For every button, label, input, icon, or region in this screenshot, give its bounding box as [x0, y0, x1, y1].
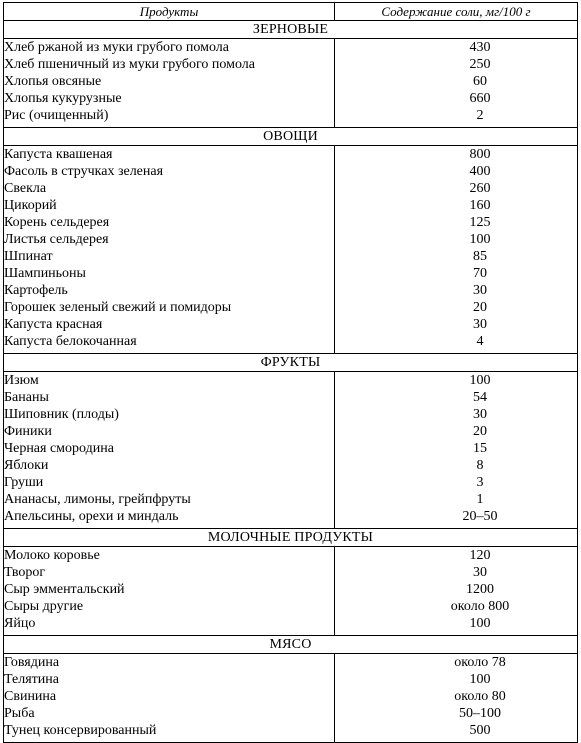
table-row [4, 654, 578, 672]
table-row [4, 491, 578, 508]
salt-value-cell [335, 722, 578, 743]
table-row [4, 671, 578, 688]
salt-value: 100 [469, 373, 491, 388]
table-row [4, 372, 578, 390]
salt-value-cell [335, 564, 578, 581]
product-name: Сыры другие [4, 598, 335, 615]
salt-value: 20–50 [462, 509, 498, 524]
salt-value: около 800 [450, 599, 510, 614]
table-body [4, 21, 578, 743]
product-name: Капуста квашеная [4, 146, 335, 164]
salt-value: 2 [476, 108, 484, 123]
salt-value: 30 [473, 283, 487, 298]
salt-value-cell [335, 457, 578, 474]
salt-value: 70 [473, 266, 487, 281]
category-title: ЗЕРНОВЫЕ [4, 21, 578, 39]
salt-value: 1 [476, 492, 484, 507]
category-row [4, 128, 578, 146]
salt-value: 8 [476, 458, 484, 473]
salt-value-cell [335, 316, 578, 333]
product-name: Яблоки [4, 457, 335, 474]
product-name: Хлеб пшеничный из муки грубого помола [4, 56, 335, 73]
salt-value: 85 [473, 249, 487, 264]
salt-value: 800 [469, 147, 491, 162]
table-row [4, 214, 578, 231]
product-name: Груши [4, 474, 335, 491]
product-name: Корень сельдерея [4, 214, 335, 231]
table-row [4, 705, 578, 722]
salt-value: 30 [473, 317, 487, 332]
table-row [4, 457, 578, 474]
product-name: Шиповник (плоды) [4, 406, 335, 423]
product-name: Молоко коровье [4, 547, 335, 565]
table-row [4, 564, 578, 581]
product-name: Картофель [4, 282, 335, 299]
salt-value-cell [335, 107, 578, 128]
table-row [4, 197, 578, 214]
table-row [4, 333, 578, 354]
table-row [4, 688, 578, 705]
product-name: Рис (очищенный) [4, 107, 335, 128]
salt-value: 20 [473, 424, 487, 439]
product-name: Хлопья овсяные [4, 73, 335, 90]
product-name: Фасоль в стручках зеленая [4, 163, 335, 180]
salt-value: 120 [469, 548, 491, 563]
salt-value-cell [335, 491, 578, 508]
table-row [4, 265, 578, 282]
product-name: Цикорий [4, 197, 335, 214]
salt-value: 260 [469, 181, 491, 196]
table-row [4, 248, 578, 265]
table-row [4, 90, 578, 107]
table-row [4, 316, 578, 333]
product-name: Шпинат [4, 248, 335, 265]
table-row [4, 389, 578, 406]
salt-value-cell [335, 598, 578, 615]
salt-value: 100 [469, 232, 491, 247]
category-row [4, 354, 578, 372]
product-name: Капуста белокочанная [4, 333, 335, 354]
salt-value-cell [335, 163, 578, 180]
header-products: Продукты [4, 3, 335, 21]
table-row [4, 547, 578, 565]
product-name: Творог [4, 564, 335, 581]
product-name: Финики [4, 423, 335, 440]
salt-value-cell [335, 56, 578, 73]
product-name: Сыр эмментальский [4, 581, 335, 598]
salt-value: около 78 [454, 655, 506, 670]
salt-value-cell [335, 282, 578, 299]
product-name: Рыба [4, 705, 335, 722]
salt-value: 54 [473, 390, 487, 405]
table-row [4, 107, 578, 128]
product-name: Бананы [4, 389, 335, 406]
salt-value: 500 [469, 723, 491, 738]
salt-value: 100 [469, 616, 491, 631]
salt-value: 50–100 [459, 706, 501, 721]
salt-value-cell [335, 508, 578, 529]
salt-value: 15 [473, 441, 487, 456]
product-name: Апельсины, орехи и миндаль [4, 508, 335, 529]
product-name: Черная смородина [4, 440, 335, 457]
product-name: Тунец консервированный [4, 722, 335, 743]
salt-value: 4 [476, 334, 484, 349]
salt-value-cell [335, 299, 578, 316]
salt-value-cell [335, 688, 578, 705]
product-name: Говядина [4, 654, 335, 672]
category-title: МОЛОЧНЫЕ ПРОДУКТЫ [4, 529, 578, 547]
category-row [4, 636, 578, 654]
salt-value: 1200 [466, 582, 494, 597]
salt-value-cell [335, 615, 578, 636]
table-row [4, 722, 578, 743]
product-name: Хлеб ржаной из муки грубого помола [4, 39, 335, 57]
salt-value-cell [335, 406, 578, 423]
salt-value-cell [335, 705, 578, 722]
table-row [4, 508, 578, 529]
salt-value: 20 [473, 300, 487, 315]
salt-value: 30 [473, 407, 487, 422]
salt-value-cell [335, 248, 578, 265]
header-row [4, 3, 578, 21]
salt-value-cell [335, 214, 578, 231]
table-row [4, 39, 578, 57]
table-row [4, 440, 578, 457]
product-name: Изюм [4, 372, 335, 390]
salt-value: 660 [469, 91, 491, 106]
category-row [4, 21, 578, 39]
salt-value: 430 [469, 40, 491, 55]
salt-value-cell [335, 146, 578, 164]
category-title: ФРУКТЫ [4, 354, 578, 372]
table-row [4, 474, 578, 491]
salt-value-cell [335, 333, 578, 354]
salt-value-cell [335, 180, 578, 197]
table-row [4, 180, 578, 197]
table-row [4, 299, 578, 316]
salt-value: 3 [476, 475, 484, 490]
table-row [4, 73, 578, 90]
salt-value: 250 [469, 57, 491, 72]
salt-value-cell [335, 197, 578, 214]
salt-value: 400 [469, 164, 491, 179]
salt-value-cell [335, 39, 578, 57]
table-row [4, 146, 578, 164]
product-name: Свекла [4, 180, 335, 197]
salt-value: 160 [469, 198, 491, 213]
product-name: Хлопья кукурузные [4, 90, 335, 107]
table-row [4, 231, 578, 248]
salt-value-cell [335, 389, 578, 406]
table-row [4, 423, 578, 440]
product-name: Шампиньоны [4, 265, 335, 282]
salt-value-cell [335, 547, 578, 565]
product-name: Капуста красная [4, 316, 335, 333]
salt-value: 125 [469, 215, 491, 230]
table-row [4, 615, 578, 636]
table-row [4, 581, 578, 598]
product-name: Горошек зеленый свежий и помидоры [4, 299, 335, 316]
salt-value-cell [335, 90, 578, 107]
salt-value-cell [335, 671, 578, 688]
table-header [4, 3, 578, 21]
table-row [4, 282, 578, 299]
salt-value-cell [335, 423, 578, 440]
product-name: Телятина [4, 671, 335, 688]
salt-value-cell [335, 231, 578, 248]
product-name: Свинина [4, 688, 335, 705]
category-row [4, 529, 578, 547]
salt-value: 60 [473, 74, 487, 89]
salt-value-cell [335, 372, 578, 390]
salt-value-cell [335, 73, 578, 90]
salt-value-cell [335, 265, 578, 282]
salt-value: около 80 [454, 689, 506, 704]
salt-value-cell [335, 474, 578, 491]
header-salt-content: Содержание соли, мг/100 г [335, 3, 578, 21]
salt-value-cell [335, 654, 578, 672]
table-row [4, 163, 578, 180]
salt-value-cell [335, 581, 578, 598]
category-title: ОВОЩИ [4, 128, 578, 146]
table-row [4, 598, 578, 615]
salt-value: 100 [469, 672, 491, 687]
product-name: Листья сельдерея [4, 231, 335, 248]
category-title: МЯСО [4, 636, 578, 654]
salt-value-cell [335, 440, 578, 457]
product-name: Яйцо [4, 615, 335, 636]
table-row [4, 56, 578, 73]
salt-value: 30 [473, 565, 487, 580]
salt-content-table [3, 2, 578, 743]
product-name: Ананасы, лимоны, грейпфруты [4, 491, 335, 508]
table-row [4, 406, 578, 423]
